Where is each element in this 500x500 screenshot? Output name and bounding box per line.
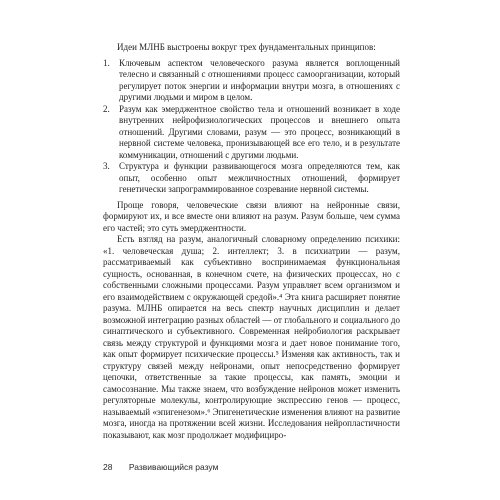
page-number: 28 bbox=[103, 462, 113, 472]
list-item bbox=[103, 161, 400, 196]
principles-list bbox=[103, 58, 400, 196]
intro-paragraph: Идеи МЛНБ выстроены вокруг трех фундаментальных принципов: bbox=[117, 42, 376, 52]
list-item-text: Разум как эмерджентное свойство тела и отношений возникает в ходе внутренних нейрофизиологических процессов и внешнего опыта отношений. Другими словами, разум — это процесс, возникающий в нервной системе человека, пронизывающей все его тело, и в результате коммуникации, отношений с другими людьми. bbox=[119, 103, 400, 160]
list-item-text: Структура и функции развивающегося мозга определяются тем, как опыт, особенно опыт межличностных отношений, формирует генетически запрограммированное созревание нервной системы. bbox=[119, 161, 400, 194]
list-item-number: 2. bbox=[103, 103, 110, 114]
page-footer bbox=[103, 462, 218, 472]
list-item-text: Ключевым аспектом человеческого разума является воплощенный телесно и связанный с отношениями процесс самоорганизации, который регулирует поток энергии и информации внутри мозга, в отношениях с другими людьми и миром в целом. bbox=[119, 57, 400, 102]
body-paragraph: Есть взгляд на разум, аналогичный словарному определению психики: «1. человеческая душа; 2. интеллект; 3. в психиатрии — разум, рассматриваемый как субъективно воспринимаемая функциональная сущность, основанная, в конечном счете, на физических процессах, но с собственными сложными процессами. Разум управляет всем организмом и его взаимодействием с окружающей средой».⁴ Эта книга расширяет понятие разума. МЛНБ опирается на весь спектр научных дисциплин и делает возможной интеграцию разных областей — от глобального и социального до синаптического и субъективного. Современная нейробиология раскрывает связь между структурой и функциями мозга и дает новое понимание того, как опыт формирует психические процессы.⁵ Изменяя как активность, так и структуру связей между нейронами, опыт непосредственно формирует цепочки, ответственные за такие процессы, как память, эмоции и самосознание. Мы также знаем, что возбуждение нейронов может изменить регуляторные молекулы, контролирующие экспрессию генов — процесс, называемый «эпигенезом».⁶ Эпигенетические изменения влияют на развитие мозга, иногда на протяжении всей жизни. Исследования нейропластичности показывают, как мозг продолжает модифициро- bbox=[103, 234, 400, 440]
list-item-number: 3. bbox=[103, 161, 110, 171]
running-title: Развивающийся разум bbox=[128, 462, 219, 472]
list-item bbox=[103, 104, 400, 162]
list-item-number: 1. bbox=[103, 57, 110, 68]
list-item bbox=[103, 58, 400, 104]
body-text bbox=[103, 42, 400, 441]
body-paragraph: Проще говоря, человеческие связи влияют на нейронные связи, формируют их, и все вместе они влияют на разум. Разум больше, чем сумма его частей; это суть эмерджентности. bbox=[103, 199, 400, 233]
